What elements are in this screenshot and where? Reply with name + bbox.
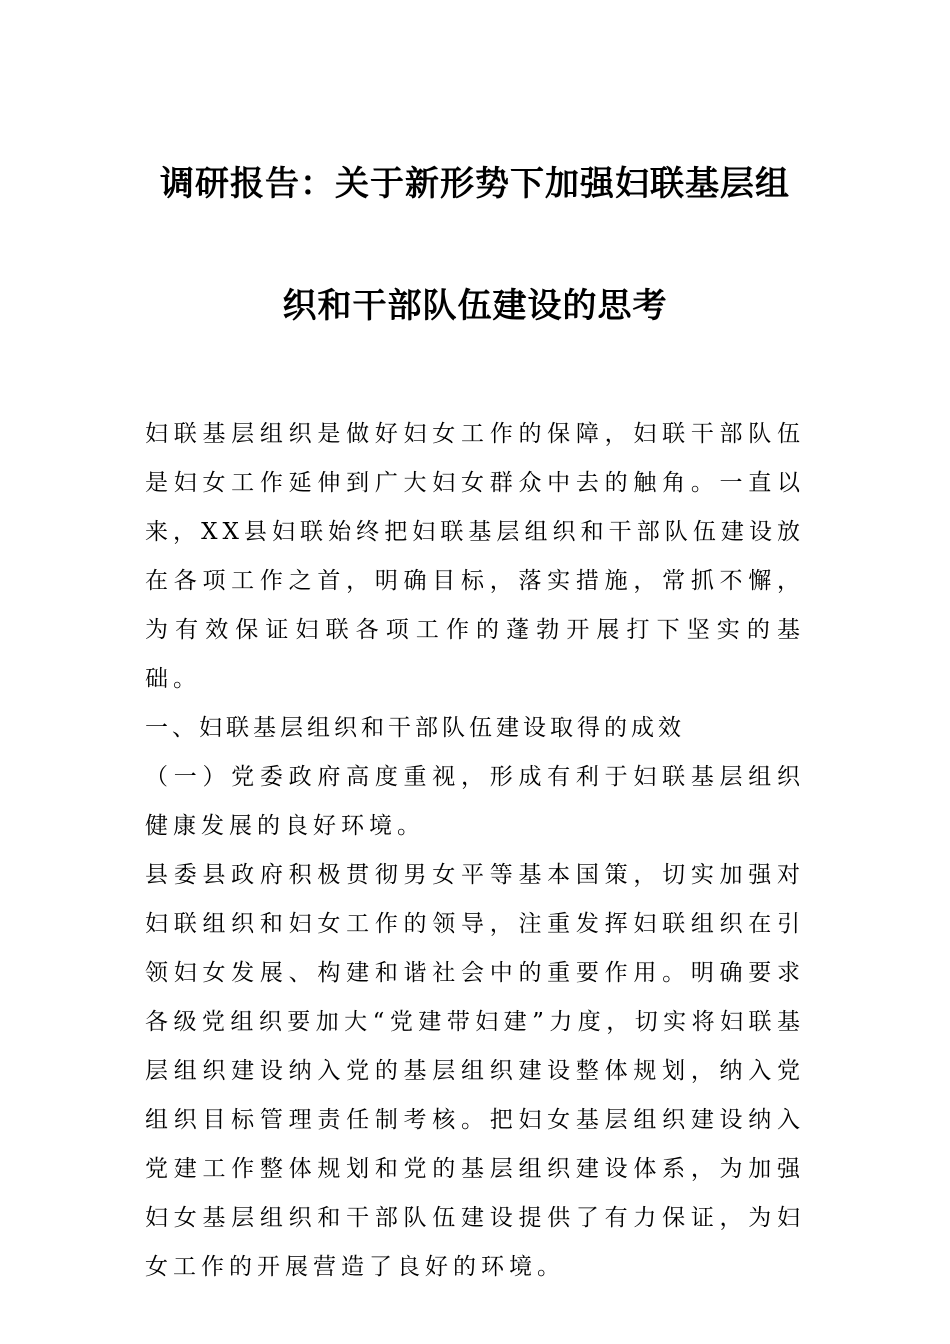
body-paragraph: 县委县政府积极贯彻男女平等基本国策，切实加强对妇联组织和妇女工作的领导，注重发挥妇联组织在引领妇女发展、构建和谐社会中的重要作用。明确要求各级党组织要加大“党建带妇建”力度，切实将妇联基层组织建设纳入党的基层组织建设整体规划，纳入党组织目标管理责任制考核。把妇女基层组织建设纳入党建工作整体规划和党的基层组织建设体系，为加强妇女基层组织和干部队伍建设提供了有力保证，为妇女工作的开展营造了良好的环境。	[145, 862, 805, 1280]
intro-paragraph: 妇联基层组织是做好妇女工作的保障，妇联干部队伍是妇女工作延伸到广大妇女群众中去的触角。一直以来，XX县妇联始终把妇联基层组织和干部队伍建设放在各项工作之首，明确目标，落实措施，常抓不懈，为有效保证妇联各项工作的蓬勃开展打下坚实的基础。	[145, 421, 805, 692]
document-title-line-2: 织和干部队伍建设的思考	[282, 286, 668, 326]
subsection-heading-1: （一）党委政府高度重视，形成有利于妇联基层组织健康发展的良好环境。	[145, 764, 805, 839]
document-title-line-1: 调研报告：关于新形势下加强妇联基层组	[160, 164, 790, 204]
document-body	[145, 410, 805, 1292]
section-heading-1: 一、妇联基层组织和干部队伍建设取得的成效	[145, 715, 685, 741]
